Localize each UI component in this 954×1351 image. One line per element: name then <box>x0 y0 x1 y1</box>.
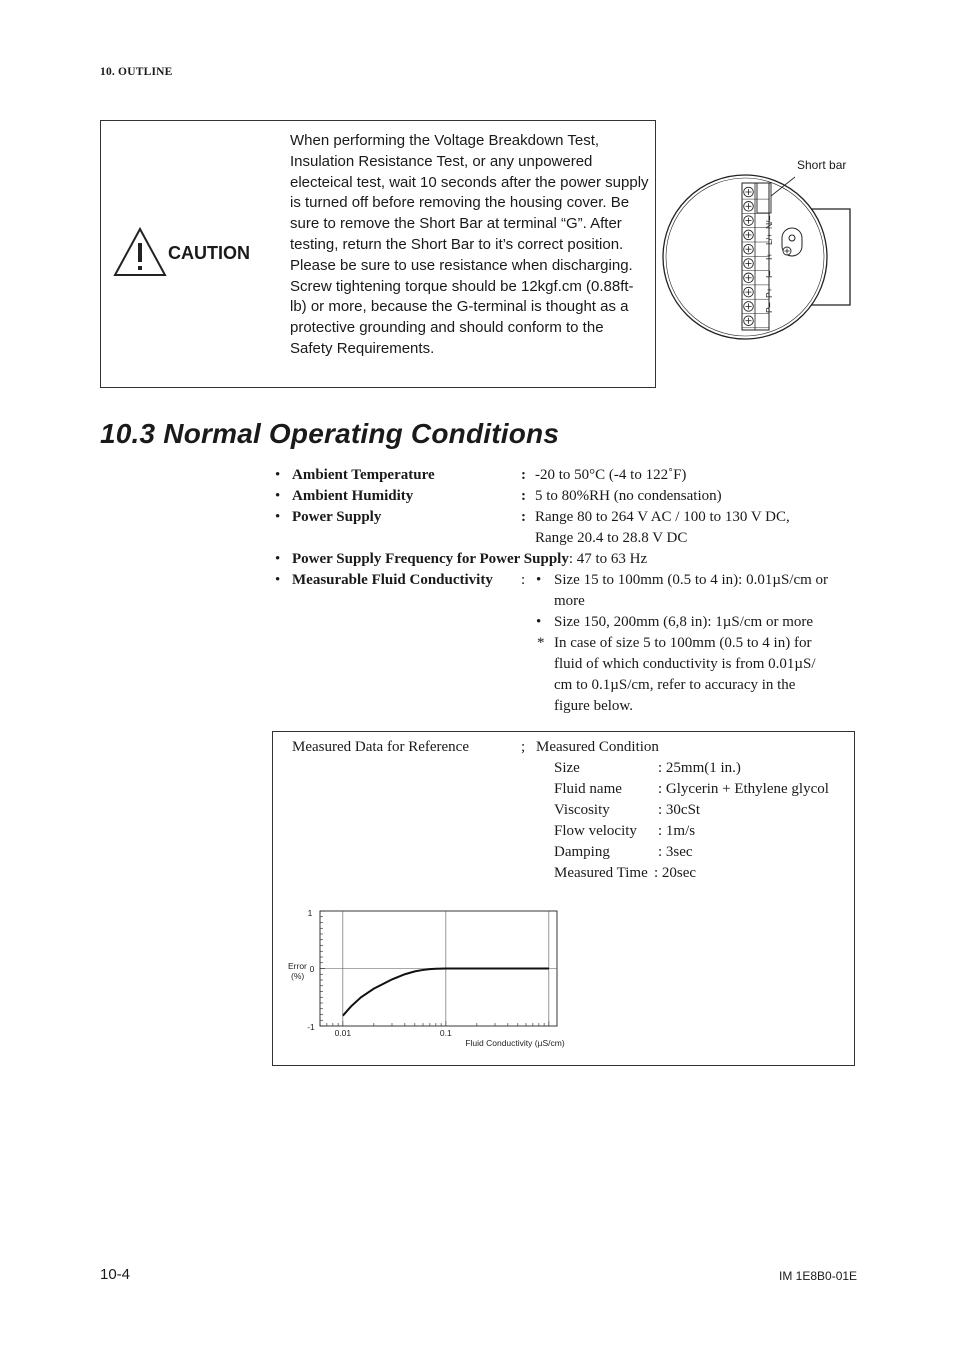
running-header: 10. OUTLINE <box>100 66 173 78</box>
condition-value: : Glycerin + Ethylene glycol <box>658 781 829 797</box>
conductivity-note: figure below. <box>554 698 633 714</box>
spec-colon: : <box>521 488 526 504</box>
page-number: 10-4 <box>100 1266 131 1283</box>
y-axis-unit: (%) <box>291 971 305 981</box>
y-tick-label-0: 0 <box>309 964 315 974</box>
spec-row-ambient-temperature <box>0 465 954 486</box>
caution-label: CAUTION <box>168 243 250 263</box>
warning-triangle-icon <box>112 226 168 278</box>
spec-value-2: Range 20.4 to 28.8 V DC <box>535 530 688 546</box>
condition-name: Viscosity <box>554 802 610 818</box>
spec-row-conductivity <box>0 570 954 717</box>
condition-value: : 30cSt <box>658 802 701 818</box>
x-tick-label-0-01: 0.01 <box>334 1028 352 1038</box>
bullet: • <box>536 572 542 588</box>
condition-name: Damping <box>554 844 610 860</box>
terminal-label-p-plus: P+ <box>764 287 774 298</box>
bullet: • <box>275 551 281 567</box>
spec-label: Measurable Fluid Conductivity <box>292 572 493 588</box>
condition-name: Measured Time <box>554 865 648 881</box>
bullet: • <box>275 572 281 588</box>
terminal-label-i-minus: I– <box>764 270 774 278</box>
spec-value: Range 80 to 264 V AC / 100 to 130 V DC, <box>535 509 790 525</box>
caution-paragraph-discharge: When performing the Voltage Breakdown Test, Insulation Resistance Test, or any unpowered electeical test, wait 10 seconds after the power supply is turned off before removing the housing cover. Be sure to remove the Short Bar at terminal “G”. After testing, return the Short Bar to it’s correct position. Please be sure to use resistance when discharging. <box>290 132 649 274</box>
spec-row-power-supply <box>0 507 954 549</box>
condition-value: : 20sec <box>654 865 697 881</box>
spec-label: Ambient Humidity <box>292 488 414 504</box>
conductivity-item: more <box>554 593 585 609</box>
reference-title: Measured Data for Reference <box>292 739 469 755</box>
terminal-label-l-plus: L/+ <box>764 232 774 245</box>
section-title: 10.3 Normal Operating Conditions <box>100 418 560 449</box>
reference-separator: ; <box>521 739 526 755</box>
terminal-label-i-plus: I+ <box>764 252 774 260</box>
bullet: • <box>536 614 542 630</box>
spec-label: Ambient Temperature <box>292 467 435 483</box>
spec-colon: : <box>521 467 526 483</box>
error-chart <box>272 900 592 1060</box>
caution-text <box>290 131 650 360</box>
spec-row-ambient-humidity <box>0 486 954 507</box>
y-axis-label: Error <box>288 961 307 971</box>
spec-colon: : <box>521 509 526 525</box>
document-id: IM 1E8B0-01E <box>779 1269 858 1283</box>
x-tick-label-0-1: 0.1 <box>439 1028 452 1038</box>
spec-value: -20 to 50°C (-4 to 122˚F) <box>535 467 687 483</box>
short-bar-label: Short bar <box>797 158 847 172</box>
condition-title: Measured Condition <box>536 739 659 755</box>
terminal-label-n-minus: N/– <box>764 215 774 229</box>
spec-value: : 47 to 63 Hz <box>568 551 648 567</box>
terminal-label-p-minus: P– <box>764 302 774 313</box>
conductivity-item: Size 15 to 100mm (0.5 to 4 in): 0.01µS/cm or <box>554 572 829 588</box>
conductivity-note: In case of size 5 to 100mm (0.5 to 4 in) for <box>554 635 812 651</box>
spec-label: Power Supply Frequency for Power Supply <box>292 551 569 567</box>
spec-label: Power Supply <box>292 509 382 525</box>
condition-name: Flow velocity <box>554 823 637 839</box>
x-axis-label: Fluid Conductivity (µS/cm) <box>465 1038 565 1048</box>
y-tick-label-1: 1 <box>307 908 313 918</box>
bullet: • <box>275 509 281 525</box>
y-tick-label-minus-1: -1 <box>307 1022 315 1032</box>
spec-colon: : <box>521 572 526 588</box>
conductivity-item: Size 150, 200mm (6,8 in): 1µS/cm or more <box>554 614 814 630</box>
caution-paragraph-torque: Screw tightening torque should be 12kgf.cm (0.88ft-lb) or more, because the G-terminal is thought as a protective grounding and should conform to the Safety Requirements. <box>290 277 634 357</box>
bullet: • <box>275 467 281 483</box>
condition-value: : 3sec <box>658 844 693 860</box>
condition-value: : 25mm(1 in.) <box>658 760 741 776</box>
spec-value: 5 to 80%RH (no condensation) <box>535 488 722 504</box>
note-mark: * <box>537 635 545 651</box>
conductivity-note: cm to 0.1µS/cm, refer to accuracy in the <box>554 677 796 693</box>
condition-value: : 1m/s <box>658 823 696 839</box>
condition-name: Size <box>554 760 580 776</box>
bullet: • <box>275 488 281 504</box>
spec-row-frequency <box>0 549 954 570</box>
terminal-block-diagram <box>650 150 855 350</box>
conductivity-note: fluid of which conductivity is from 0.01µS/ <box>554 656 816 672</box>
condition-name: Fluid name <box>554 781 622 797</box>
